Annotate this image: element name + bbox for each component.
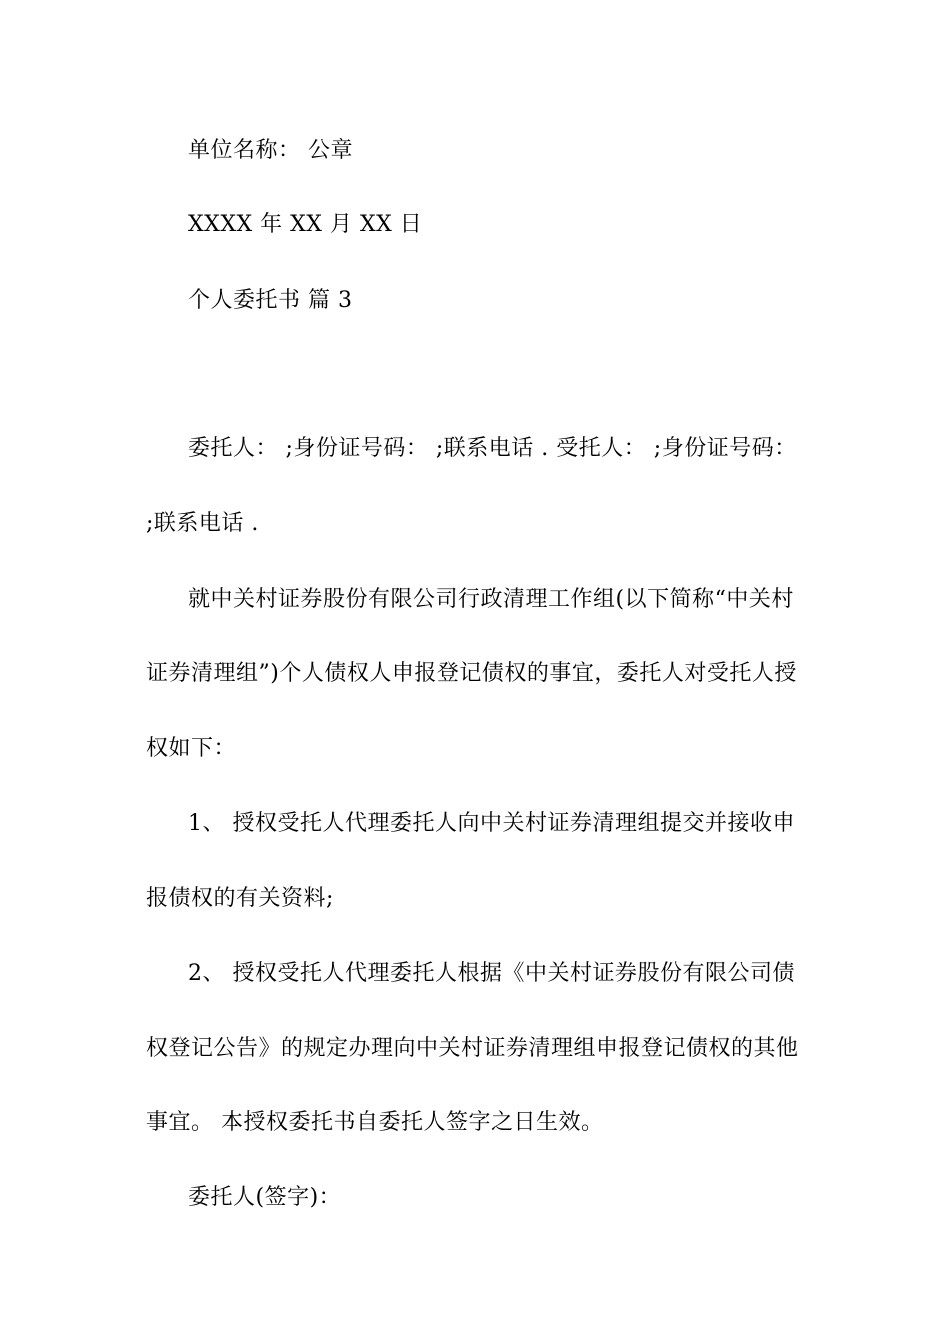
section-title: 个人委托书 篇 3 (188, 288, 353, 313)
body-paragraph-line: 就中关村证券股份有限公司行政清理工作组(以下简称“中关村 (188, 587, 794, 612)
body-paragraph-line: 权如下： (146, 736, 237, 761)
clause-2-line: 2、 授权受托人代理委托人根据《中关村证券股份有限公司债 (188, 961, 795, 986)
date-line: XXXX 年 XX 月 XX 日 (188, 212, 423, 237)
parties-line: 委托人： ;身份证号码： ;联系电话 . 受托人： ;身份证号码： (188, 436, 797, 461)
clause-2-line-cont: 事宜。 本授权委托书自委托人签字之日生效。 (146, 1110, 604, 1135)
body-paragraph-line: 证券清理组”)个人债权人申报登记债权的事宜，委托人对受托人授 (146, 661, 797, 686)
clause-2-line-cont: 权登记公告》的规定办理向中关村证券清理组申报登记债权的其他 (146, 1036, 799, 1061)
clause-1-line-cont: 报债权的有关资料; (146, 886, 334, 911)
clause-1-line: 1、 授权受托人代理委托人向中关村证券清理组提交并接收申 (188, 811, 795, 836)
signature-line: 委托人(签字)： (188, 1185, 342, 1210)
parties-line-cont: ;联系电话 . (146, 511, 259, 536)
unit-name-line: 单位名称： 公章 (188, 138, 353, 163)
